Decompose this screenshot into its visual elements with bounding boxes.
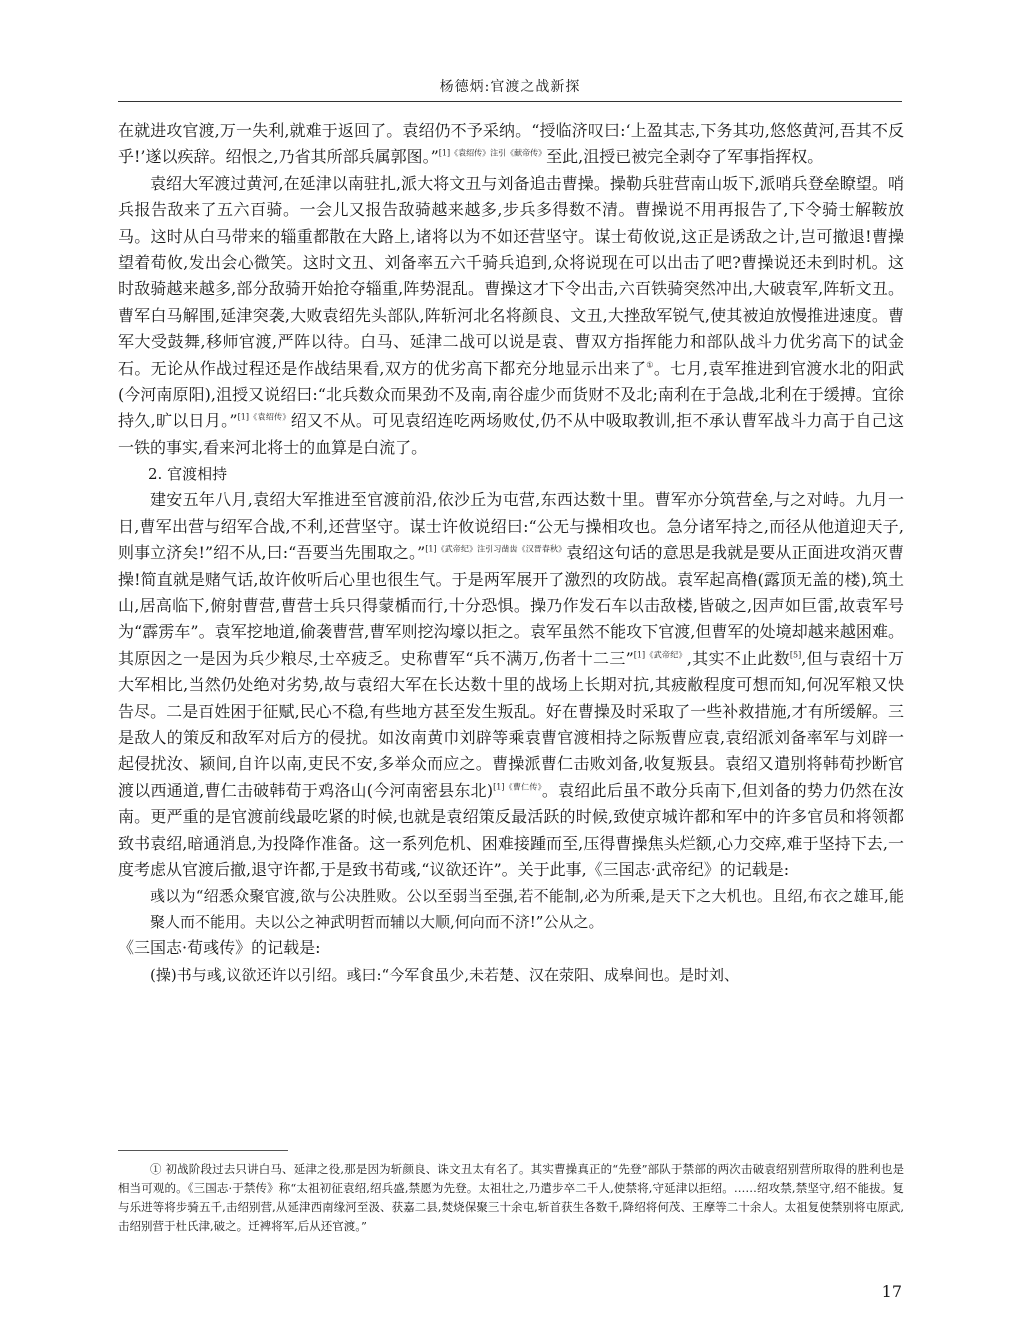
paragraph-3 (118, 487, 904, 883)
citation: [1]《袁绍传》注引《献帝传》 (438, 149, 547, 159)
block-quote-1: 彧以为“绍悉众聚官渡,欲与公决胜败。公以至弱当至强,若不能制,必为所乘,是天下之大机也。且绍,布衣之雄耳,能聚人而不能用。夫以公之神武明哲而辅以大顺,何向而不济!”公从之。 (150, 887, 904, 932)
paragraph-2 (118, 171, 904, 461)
citation: [5] (789, 650, 802, 660)
section-heading: 2. 官渡相持 (148, 465, 228, 484)
citation: [1]《曹仁传》 (493, 782, 542, 792)
citation: [1]《袁绍传》 (237, 413, 291, 423)
footnote-divider (118, 1150, 288, 1151)
paragraph-2-tail: 绍又不从。可见袁绍连吃两场败仗,仍不从中吸取教训,拒不承认曹军战斗力高于自己这一铁的事实,看来河北将士的血算是白流了。 (118, 411, 904, 457)
paragraph-3-b: 袁绍这句话的意思是我就是要从正面进攻消灭曹操!简直就是赌气话,故许攸听后心里也很生气。于是两军展开了激烈的攻防战。袁军起高橹(露顶无盖的楼),筑土山,居高临下,俯射曹营,曹营士兵只得蒙楯而行,十分恐惧。操乃作发石车以击敌楼,皆破之,因声如巨雷,故袁军号为“霹雳车”。袁军挖地道,偷袭曹营,曹军则挖沟壕以拒之。袁军虽然不能攻下官渡,但曹军的处境却越来越困难。其原因之一是因为兵少粮尽,士卒疲乏。史称曹军“兵不满万,伤者十二三” (118, 543, 904, 668)
footnote-marker: ① (646, 360, 654, 370)
paragraph-3-d: ,但与袁绍十万大军相比,当然仍处绝对劣势,故与袁绍大军在长达数十里的战场上长期对抗,其疲敝程度可想而知,何况军粮又快告尽。二是百姓困于征赋,民心不稳,有些地方甚至发生叛乱。好在曹操及时采取了一些补救措施,才有所缓解。三是敌人的策反和敌军对后方的侵扰。如汝南黄巾刘辟等乘袁曹官渡相持之际叛曹应袁,袁绍派刘备率军与刘辟一起侵扰汝、颍间,自许以南,吏民不安,多举众而应之。曹操派曹仁击败刘备,收复叛县。袁绍又遣别将韩荀抄断官渡以西通道,曹仁击破韩荀于鸡洛山(今河南密县东北) (118, 648, 904, 800)
block-quote-2: (操)书与彧,议欲还许以引绍。彧曰:“今军食虽少,未若楚、汉在荥阳、成皋间也。是时刘、 (150, 965, 739, 984)
paragraph-2-text-2: 。七月,袁军推进到官渡水北的阳武(今河南原阳),沮授又说绍曰:“北兵数众而果劲不及南,南谷虚少而货财不及北;南利在于急战,北利在于缓搏。宜徐持久,旷以日月。” (118, 358, 904, 431)
header-divider (118, 101, 902, 102)
paragraph-3-e: 。袁绍此后虽不敢分兵南下,但刘备的势力仍然在汝南。更严重的是官渡前线最吃紧的时候,也就是袁绍策反最活跃的时候,致使京城许都和军中的许多官员和将领都致书袁绍,暗通消息,为投降作准备。这一系列危机、困难接踵而至,压得曹操焦头烂额,心力交瘁,难于坚持下去,一度考虑从官渡后撤,退守许都,于是致书荀彧,“议欲还许”。关于此事,《三国志·武帝纪》的记载是: (118, 780, 904, 879)
paragraph-1-text: 在就进攻官渡,万一失利,就难于返回了。袁绍仍不予采纳。“授临济叹曰:‘上盈其志,下务其功,悠悠黄河,吾其不反乎!’遂以疾辞。绍恨之,乃省其所部兵属郭图。” (118, 121, 904, 167)
paragraph-2-text: 袁绍大军渡过黄河,在延津以南驻扎,派大将文丑与刘备追击曹操。操勒兵驻营南山坂下,派哨兵登垒瞭望。哨兵报告敌来了五六百骑。一会儿又报告敌骑越来越多,步兵多得数不清。曹操说不用再报告了,下令骑士解鞍放马。这时从白马带来的辎重都散在大路上,诸将以为不如还营坚守。谋士荀攸说,这正是诱敌之计,岂可撤退!曹操望着荀攸,发出会心微笑。这时文丑、刘备率五六千骑兵追到,众将说现在可以出击了吧?曹操说还未到时机。这时敌骑越来越多,部分敌骑开始抢夺辎重,阵势混乱。曹操这才下令出击,六百铁骑突然冲出,大破袁军,阵斩文丑。曹军白马解围,延津突袭,大败袁绍先头部队,阵斩河北名将颜良、文丑,大挫敌军锐气,使其被迫放慢推进速度。曹军大受鼓舞,移师官渡,严阵以待。白马、延津二战可以说是袁、曹双方指挥能力和部队战斗力优劣高下的试金石。无论从作战过程还是作战结果看,双方的优劣高下都充分地显示出来了 (118, 173, 904, 378)
paragraph-1 (118, 118, 904, 171)
paragraph-3-c: ,其实不止此数 (686, 648, 790, 668)
article-body (118, 118, 904, 988)
paragraph-4: 《三国志·荀彧传》的记载是: (118, 938, 321, 958)
citation: [1]《武帝纪》 (633, 650, 687, 660)
page-number: 17 (881, 1282, 902, 1301)
citation: [1]《武帝纪》注引习凿齿《汉晋春秋》 (425, 544, 567, 554)
paragraph-3-a: 建安五年八月,袁绍大军推进至官渡前沿,依沙丘为屯营,东西达数十里。曹军亦分筑营垒,与之对峙。九月一日,曹军出营与绍军合战,不利,还营坚守。谋士许攸说绍曰:“公无与操相攻也。急分诸军持之,而径从他道迎天子,则事立济矣!”绍不从,曰:“吾要当先围取之。” (118, 490, 904, 563)
paragraph-1-tail: 至此,沮授已被完全剥夺了军事指挥权。 (546, 147, 824, 167)
footnote: ① 初战阶段过去只讲白马、延津之役,那是因为斩颜良、诛文丑太有名了。其实曹操真正的“先登”部队于禁部的两次击破袁绍别营所取得的胜利也是相当可观的。《三国志·于禁传》称“太祖初征袁绍,绍兵盛,禁愿为先登。太祖壮之,乃遣步卒二千人,使禁将,守延津以拒绍。……绍攻禁,禁坚守,绍不能拔。复与乐进等将步骑五千,击绍别营,从延津西南缘河至汲、获嘉二县,焚烧保聚三十余屯,斩首获生各数千,降绍将何茂、王摩等二十余人。太祖复使禁别将屯原武,击绍别营于杜氏津,破之。迁裨将军,后从还官渡。” (118, 1162, 904, 1233)
running-header: 杨德炳:官渡之战新探 (439, 79, 581, 95)
